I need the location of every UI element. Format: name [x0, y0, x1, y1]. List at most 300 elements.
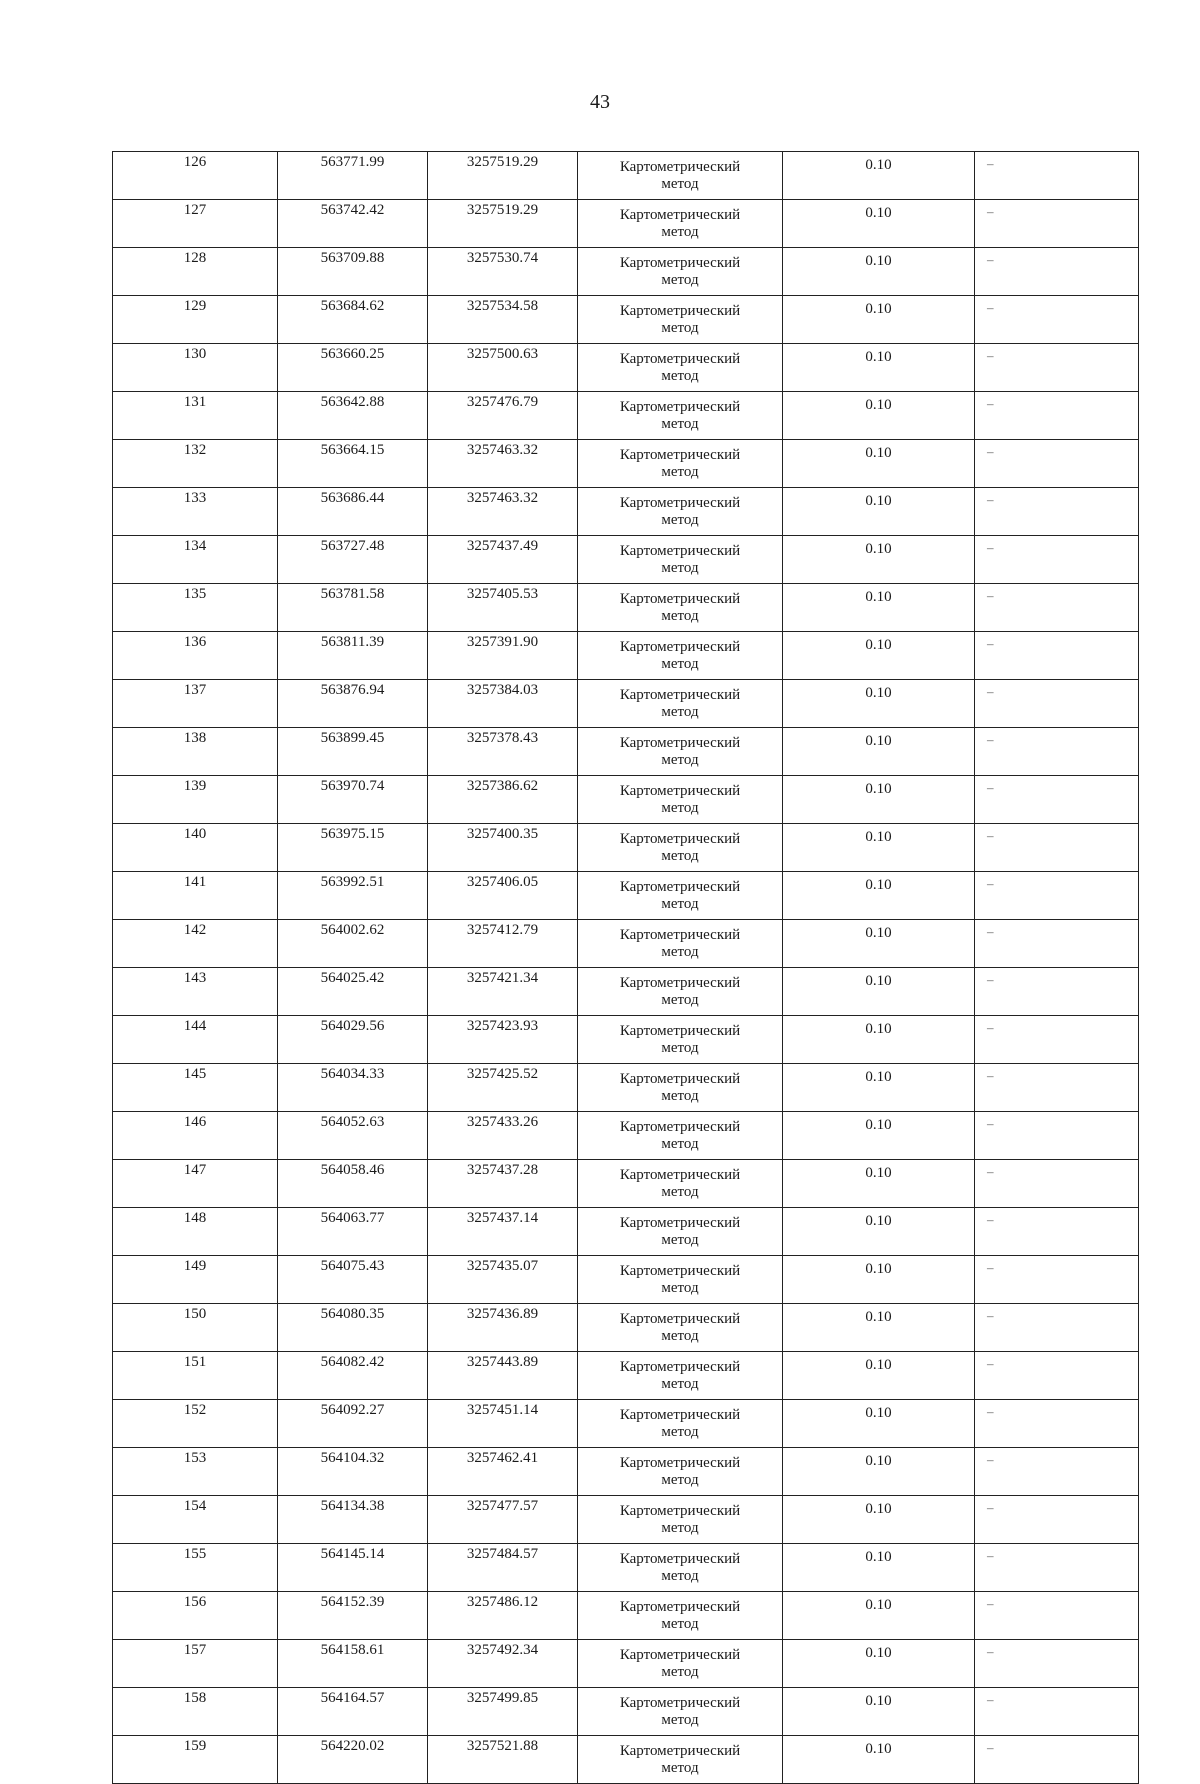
method-cell [578, 152, 783, 200]
y-coordinate-cell: 3257384.03 [428, 680, 578, 728]
y-coordinate-cell: 3257463.32 [428, 488, 578, 536]
x-coordinate-cell: 563686.44 [278, 488, 428, 536]
x-coordinate-cell: 563781.58 [278, 584, 428, 632]
y-coordinate-cell: 3257435.07 [428, 1256, 578, 1304]
y-coordinate-cell: 3257437.28 [428, 1160, 578, 1208]
accuracy-cell: 0.10 [783, 248, 975, 296]
method-line-2: метод [661, 1328, 699, 1344]
method-line-1: Картометрический [619, 687, 741, 703]
x-coordinate-cell: 564158.61 [278, 1640, 428, 1688]
accuracy-cell: 0.10 [783, 728, 975, 776]
point-number-cell: 159 [113, 1736, 278, 1784]
method-line-1: Картометрический [619, 1023, 741, 1039]
method-cell [578, 776, 783, 824]
y-coordinate-cell: 3257463.32 [428, 440, 578, 488]
y-coordinate-cell: 3257451.14 [428, 1400, 578, 1448]
method-line-1: Картометрический [619, 399, 741, 415]
method-line-1: Картометрический [619, 351, 741, 367]
point-number-cell: 142 [113, 920, 278, 968]
method-line-1: Картометрический [619, 1119, 741, 1135]
method-cell [578, 1208, 783, 1256]
accuracy-cell: 0.10 [783, 1448, 975, 1496]
method-cell [578, 1544, 783, 1592]
coordinates-table [112, 151, 1139, 1784]
method-line-1: Картометрический [619, 1215, 741, 1231]
table-row [113, 1352, 1139, 1400]
method-line-2: метод [661, 1520, 699, 1536]
point-number-cell: 143 [113, 968, 278, 1016]
x-coordinate-cell: 563970.74 [278, 776, 428, 824]
method-line-2: метод [661, 1376, 699, 1392]
accuracy-cell: 0.10 [783, 1160, 975, 1208]
accuracy-cell: 0.10 [783, 1208, 975, 1256]
method-line-1: Картометрический [619, 1359, 741, 1375]
note-cell: – [975, 1496, 1139, 1544]
method-cell [578, 1304, 783, 1352]
x-coordinate-cell: 563992.51 [278, 872, 428, 920]
method-line-1: Картометрический [619, 1263, 741, 1279]
note-cell: – [975, 1736, 1139, 1784]
coordinates-table-body [113, 152, 1139, 1784]
method-line-1: Картометрический [619, 639, 741, 655]
method-line-2: метод [661, 944, 699, 960]
method-line-1: Картометрический [619, 879, 741, 895]
method-cell [578, 488, 783, 536]
method-line-2: метод [661, 608, 699, 624]
point-number-cell: 134 [113, 536, 278, 584]
note-cell: – [975, 1112, 1139, 1160]
method-line-2: метод [661, 992, 699, 1008]
accuracy-cell: 0.10 [783, 968, 975, 1016]
method-cell [578, 1688, 783, 1736]
table-row [113, 248, 1139, 296]
accuracy-cell: 0.10 [783, 392, 975, 440]
y-coordinate-cell: 3257400.35 [428, 824, 578, 872]
point-number-cell: 147 [113, 1160, 278, 1208]
accuracy-cell: 0.10 [783, 488, 975, 536]
method-line-2: метод [661, 176, 699, 192]
method-line-1: Картометрический [619, 831, 741, 847]
table-row [113, 968, 1139, 1016]
note-cell: – [975, 968, 1139, 1016]
x-coordinate-cell: 564164.57 [278, 1688, 428, 1736]
y-coordinate-cell: 3257476.79 [428, 392, 578, 440]
x-coordinate-cell: 563684.62 [278, 296, 428, 344]
method-line-1: Картометрический [619, 255, 741, 271]
x-coordinate-cell: 564104.32 [278, 1448, 428, 1496]
point-number-cell: 154 [113, 1496, 278, 1544]
method-line-1: Картометрический [619, 1743, 741, 1759]
method-line-1: Картометрический [619, 1599, 741, 1615]
y-coordinate-cell: 3257484.57 [428, 1544, 578, 1592]
method-cell [578, 1160, 783, 1208]
method-line-1: Картометрический [619, 1503, 741, 1519]
point-number-cell: 158 [113, 1688, 278, 1736]
x-coordinate-cell: 564080.35 [278, 1304, 428, 1352]
point-number-cell: 129 [113, 296, 278, 344]
note-cell: – [975, 728, 1139, 776]
note-cell: – [975, 152, 1139, 200]
note-cell: – [975, 344, 1139, 392]
accuracy-cell: 0.10 [783, 1544, 975, 1592]
method-cell [578, 200, 783, 248]
y-coordinate-cell: 3257500.63 [428, 344, 578, 392]
note-cell: – [975, 1256, 1139, 1304]
y-coordinate-cell: 3257477.57 [428, 1496, 578, 1544]
point-number-cell: 130 [113, 344, 278, 392]
y-coordinate-cell: 3257521.88 [428, 1736, 578, 1784]
note-cell: – [975, 1304, 1139, 1352]
point-number-cell: 146 [113, 1112, 278, 1160]
method-cell [578, 1592, 783, 1640]
table-row [113, 1400, 1139, 1448]
method-cell [578, 1256, 783, 1304]
table-row [113, 440, 1139, 488]
accuracy-cell: 0.10 [783, 1640, 975, 1688]
table-row [113, 1256, 1139, 1304]
note-cell: – [975, 1688, 1139, 1736]
x-coordinate-cell: 563811.39 [278, 632, 428, 680]
note-cell: – [975, 1448, 1139, 1496]
accuracy-cell: 0.10 [783, 1304, 975, 1352]
method-cell [578, 440, 783, 488]
accuracy-cell: 0.10 [783, 680, 975, 728]
accuracy-cell: 0.10 [783, 1736, 975, 1784]
x-coordinate-cell: 563975.15 [278, 824, 428, 872]
x-coordinate-cell: 564002.62 [278, 920, 428, 968]
y-coordinate-cell: 3257492.34 [428, 1640, 578, 1688]
method-line-2: метод [661, 368, 699, 384]
accuracy-cell: 0.10 [783, 1688, 975, 1736]
x-coordinate-cell: 563664.15 [278, 440, 428, 488]
method-line-2: метод [661, 656, 699, 672]
x-coordinate-cell: 563660.25 [278, 344, 428, 392]
point-number-cell: 150 [113, 1304, 278, 1352]
y-coordinate-cell: 3257486.12 [428, 1592, 578, 1640]
x-coordinate-cell: 564145.14 [278, 1544, 428, 1592]
y-coordinate-cell: 3257386.62 [428, 776, 578, 824]
note-cell: – [975, 920, 1139, 968]
note-cell: – [975, 776, 1139, 824]
method-cell [578, 1448, 783, 1496]
point-number-cell: 131 [113, 392, 278, 440]
method-line-2: метод [661, 272, 699, 288]
table-row [113, 1448, 1139, 1496]
y-coordinate-cell: 3257519.29 [428, 200, 578, 248]
method-cell [578, 1016, 783, 1064]
note-cell: – [975, 440, 1139, 488]
method-line-1: Картометрический [619, 1407, 741, 1423]
accuracy-cell: 0.10 [783, 824, 975, 872]
accuracy-cell: 0.10 [783, 1016, 975, 1064]
accuracy-cell: 0.10 [783, 1352, 975, 1400]
method-line-2: метод [661, 848, 699, 864]
method-line-1: Картометрический [619, 1455, 741, 1471]
note-cell: – [975, 1064, 1139, 1112]
x-coordinate-cell: 563727.48 [278, 536, 428, 584]
method-line-2: метод [661, 512, 699, 528]
y-coordinate-cell: 3257391.90 [428, 632, 578, 680]
note-cell: – [975, 1544, 1139, 1592]
table-row [113, 200, 1139, 248]
table-row [113, 680, 1139, 728]
method-line-1: Картометрический [619, 735, 741, 751]
accuracy-cell: 0.10 [783, 440, 975, 488]
method-cell [578, 344, 783, 392]
method-line-1: Картометрический [619, 783, 741, 799]
note-cell: – [975, 1208, 1139, 1256]
method-line-2: метод [661, 1664, 699, 1680]
point-number-cell: 152 [113, 1400, 278, 1448]
table-row [113, 584, 1139, 632]
table-row [113, 920, 1139, 968]
accuracy-cell: 0.10 [783, 632, 975, 680]
method-line-1: Картометрический [619, 543, 741, 559]
point-number-cell: 126 [113, 152, 278, 200]
accuracy-cell: 0.10 [783, 1064, 975, 1112]
method-line-2: метод [661, 1232, 699, 1248]
method-line-2: метод [661, 1040, 699, 1056]
point-number-cell: 127 [113, 200, 278, 248]
table-row [113, 536, 1139, 584]
x-coordinate-cell: 564034.33 [278, 1064, 428, 1112]
accuracy-cell: 0.10 [783, 1112, 975, 1160]
point-number-cell: 135 [113, 584, 278, 632]
method-cell [578, 1496, 783, 1544]
note-cell: – [975, 248, 1139, 296]
accuracy-cell: 0.10 [783, 344, 975, 392]
x-coordinate-cell: 564092.27 [278, 1400, 428, 1448]
method-line-2: метод [661, 1760, 699, 1776]
x-coordinate-cell: 563742.42 [278, 200, 428, 248]
x-coordinate-cell: 564029.56 [278, 1016, 428, 1064]
method-line-1: Картометрический [619, 447, 741, 463]
x-coordinate-cell: 563899.45 [278, 728, 428, 776]
note-cell: – [975, 200, 1139, 248]
method-cell [578, 824, 783, 872]
table-row [113, 1640, 1139, 1688]
y-coordinate-cell: 3257423.93 [428, 1016, 578, 1064]
accuracy-cell: 0.10 [783, 1256, 975, 1304]
method-line-1: Картометрический [619, 207, 741, 223]
point-number-cell: 133 [113, 488, 278, 536]
table-row [113, 776, 1139, 824]
method-cell [578, 296, 783, 344]
method-line-2: метод [661, 1472, 699, 1488]
accuracy-cell: 0.10 [783, 1592, 975, 1640]
table-row [113, 632, 1139, 680]
table-row [113, 1112, 1139, 1160]
accuracy-cell: 0.10 [783, 1496, 975, 1544]
x-coordinate-cell: 563771.99 [278, 152, 428, 200]
table-row [113, 1736, 1139, 1784]
y-coordinate-cell: 3257378.43 [428, 728, 578, 776]
table-row [113, 728, 1139, 776]
point-number-cell: 141 [113, 872, 278, 920]
method-cell [578, 1064, 783, 1112]
accuracy-cell: 0.10 [783, 296, 975, 344]
x-coordinate-cell: 563642.88 [278, 392, 428, 440]
note-cell: – [975, 680, 1139, 728]
method-cell [578, 248, 783, 296]
method-line-1: Картометрический [619, 1311, 741, 1327]
method-line-2: метод [661, 320, 699, 336]
note-cell: – [975, 1352, 1139, 1400]
point-number-cell: 139 [113, 776, 278, 824]
x-coordinate-cell: 564058.46 [278, 1160, 428, 1208]
x-coordinate-cell: 564025.42 [278, 968, 428, 1016]
table-row [113, 1208, 1139, 1256]
y-coordinate-cell: 3257412.79 [428, 920, 578, 968]
method-line-2: метод [661, 1136, 699, 1152]
x-coordinate-cell: 564052.63 [278, 1112, 428, 1160]
x-coordinate-cell: 563709.88 [278, 248, 428, 296]
method-line-1: Картометрический [619, 159, 741, 175]
point-number-cell: 132 [113, 440, 278, 488]
y-coordinate-cell: 3257425.52 [428, 1064, 578, 1112]
method-cell [578, 392, 783, 440]
note-cell: – [975, 536, 1139, 584]
method-line-1: Картометрический [619, 975, 741, 991]
method-cell [578, 728, 783, 776]
method-cell [578, 968, 783, 1016]
point-number-cell: 138 [113, 728, 278, 776]
method-line-2: метод [661, 1088, 699, 1104]
method-cell [578, 920, 783, 968]
accuracy-cell: 0.10 [783, 1400, 975, 1448]
method-line-2: метод [661, 896, 699, 912]
table-row [113, 392, 1139, 440]
point-number-cell: 149 [113, 1256, 278, 1304]
table-row [113, 296, 1139, 344]
point-number-cell: 145 [113, 1064, 278, 1112]
table-row [113, 1304, 1139, 1352]
accuracy-cell: 0.10 [783, 872, 975, 920]
y-coordinate-cell: 3257519.29 [428, 152, 578, 200]
method-cell [578, 536, 783, 584]
point-number-cell: 137 [113, 680, 278, 728]
method-line-2: метод [661, 224, 699, 240]
table-row [113, 1496, 1139, 1544]
point-number-cell: 155 [113, 1544, 278, 1592]
y-coordinate-cell: 3257530.74 [428, 248, 578, 296]
note-cell: – [975, 1400, 1139, 1448]
note-cell: – [975, 824, 1139, 872]
method-cell [578, 1640, 783, 1688]
table-row [113, 872, 1139, 920]
point-number-cell: 136 [113, 632, 278, 680]
method-line-2: метод [661, 560, 699, 576]
table-row [113, 1016, 1139, 1064]
method-line-2: метод [661, 1616, 699, 1632]
method-cell [578, 1352, 783, 1400]
method-line-1: Картометрический [619, 591, 741, 607]
method-line-2: метод [661, 464, 699, 480]
point-number-cell: 156 [113, 1592, 278, 1640]
table-row [113, 1688, 1139, 1736]
method-line-2: метод [661, 704, 699, 720]
y-coordinate-cell: 3257437.14 [428, 1208, 578, 1256]
method-line-2: метод [661, 800, 699, 816]
note-cell: – [975, 1160, 1139, 1208]
point-number-cell: 151 [113, 1352, 278, 1400]
y-coordinate-cell: 3257405.53 [428, 584, 578, 632]
point-number-cell: 140 [113, 824, 278, 872]
x-coordinate-cell: 564152.39 [278, 1592, 428, 1640]
method-line-1: Картометрический [619, 1071, 741, 1087]
method-line-1: Картометрический [619, 1167, 741, 1183]
table-row [113, 1592, 1139, 1640]
method-cell [578, 1112, 783, 1160]
note-cell: – [975, 872, 1139, 920]
note-cell: – [975, 1016, 1139, 1064]
x-coordinate-cell: 564220.02 [278, 1736, 428, 1784]
note-cell: – [975, 1640, 1139, 1688]
x-coordinate-cell: 564134.38 [278, 1496, 428, 1544]
table-row [113, 1064, 1139, 1112]
method-cell [578, 584, 783, 632]
method-line-1: Картометрический [619, 303, 741, 319]
y-coordinate-cell: 3257499.85 [428, 1688, 578, 1736]
accuracy-cell: 0.10 [783, 776, 975, 824]
method-line-2: метод [661, 752, 699, 768]
method-line-2: метод [661, 1280, 699, 1296]
method-line-1: Картометрический [619, 1647, 741, 1663]
y-coordinate-cell: 3257436.89 [428, 1304, 578, 1352]
y-coordinate-cell: 3257443.89 [428, 1352, 578, 1400]
method-line-1: Картометрический [619, 495, 741, 511]
y-coordinate-cell: 3257433.26 [428, 1112, 578, 1160]
table-row [113, 1160, 1139, 1208]
y-coordinate-cell: 3257437.49 [428, 536, 578, 584]
note-cell: – [975, 296, 1139, 344]
method-line-2: метод [661, 1424, 699, 1440]
method-cell [578, 632, 783, 680]
y-coordinate-cell: 3257406.05 [428, 872, 578, 920]
x-coordinate-cell: 564063.77 [278, 1208, 428, 1256]
method-cell [578, 680, 783, 728]
accuracy-cell: 0.10 [783, 584, 975, 632]
method-line-1: Картометрический [619, 1551, 741, 1567]
method-line-1: Картометрический [619, 927, 741, 943]
point-number-cell: 153 [113, 1448, 278, 1496]
y-coordinate-cell: 3257462.41 [428, 1448, 578, 1496]
x-coordinate-cell: 564082.42 [278, 1352, 428, 1400]
note-cell: – [975, 632, 1139, 680]
method-line-1: Картометрический [619, 1695, 741, 1711]
table-row [113, 824, 1139, 872]
point-number-cell: 144 [113, 1016, 278, 1064]
method-line-2: метод [661, 416, 699, 432]
table-row [113, 344, 1139, 392]
point-number-cell: 148 [113, 1208, 278, 1256]
note-cell: – [975, 1592, 1139, 1640]
method-line-2: метод [661, 1568, 699, 1584]
method-line-2: метод [661, 1712, 699, 1728]
note-cell: – [975, 584, 1139, 632]
accuracy-cell: 0.10 [783, 200, 975, 248]
method-cell [578, 1400, 783, 1448]
x-coordinate-cell: 564075.43 [278, 1256, 428, 1304]
method-cell [578, 872, 783, 920]
accuracy-cell: 0.10 [783, 536, 975, 584]
point-number-cell: 157 [113, 1640, 278, 1688]
y-coordinate-cell: 3257421.34 [428, 968, 578, 1016]
page-number: 43 [590, 91, 610, 113]
table-row [113, 1544, 1139, 1592]
method-line-2: метод [661, 1184, 699, 1200]
point-number-cell: 128 [113, 248, 278, 296]
